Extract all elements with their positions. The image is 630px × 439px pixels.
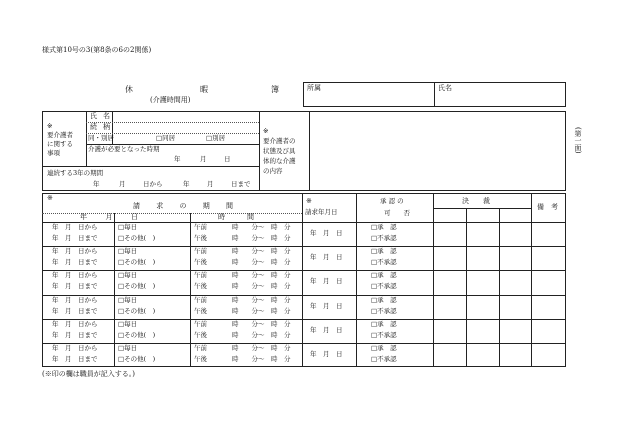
row-from-date: 年 月 日から <box>52 344 98 352</box>
page-marker: (第一面) <box>574 127 582 154</box>
need-day: 日 <box>224 155 231 163</box>
continuous-period-label: 連続する3年の期間 <box>47 169 104 177</box>
row-pm-label: 午後 <box>194 306 207 315</box>
department-label: 所属 <box>307 84 321 92</box>
cohabit-option-separate[interactable]: □別居 <box>206 134 226 142</box>
title-char-3: 簿 <box>271 85 279 94</box>
footnote: (※印の欄は職員が記入する。) <box>42 370 135 378</box>
period-from-suffix: 日から <box>143 180 163 188</box>
row-am-label: 午前 <box>194 295 207 304</box>
period-from-year: 年 <box>93 180 100 188</box>
row-from-date: 年 月 日から <box>52 247 98 256</box>
period-to-year: 年 <box>183 180 190 188</box>
row-request-date: 年 月 日 <box>310 301 343 310</box>
caregiving-section-label: ※ 要介護者 に関する 事項 <box>47 122 73 157</box>
row-reject-checkbox[interactable]: □不承認 <box>371 330 397 339</box>
row-approve-checkbox[interactable]: □承 認 <box>371 271 397 280</box>
row-to-date: 年 月 日まで <box>52 355 98 363</box>
row-other-checkbox[interactable]: □その他( ) <box>118 330 156 339</box>
row-daily-checkbox[interactable]: □毎日 <box>118 271 138 280</box>
row-pm-label: 午後 <box>194 355 207 363</box>
cohabit-label: 同・別居 <box>88 134 114 142</box>
approval-header-2: 可 否 <box>384 209 410 217</box>
row-request-date: 年 月 日 <box>310 277 343 286</box>
row-am-time: 時 分～ 時 分 <box>232 344 291 352</box>
row-pm-time: 時 分～ 時 分 <box>232 330 291 339</box>
row-from-date: 年 月 日から <box>52 319 98 328</box>
care-status-label: ※ 要介護者の 状態及び具 体的な介護 の内容 <box>263 127 296 175</box>
row-to-date: 年 月 日まで <box>52 234 98 242</box>
relation-label-1: 続 <box>90 123 97 131</box>
row-to-date: 年 月 日まで <box>52 330 98 339</box>
row-daily-checkbox[interactable]: □毎日 <box>118 319 138 328</box>
row-from-date: 年 月 日から <box>52 271 98 280</box>
row-approve-checkbox[interactable]: □承 認 <box>371 344 397 352</box>
row-pm-time: 時 分～ 時 分 <box>232 282 291 291</box>
row-daily-checkbox[interactable]: □毎日 <box>118 295 138 304</box>
row-am-label: 午前 <box>194 223 207 231</box>
row-am-label: 午前 <box>194 271 207 280</box>
row-to-date: 年 月 日まで <box>52 306 98 315</box>
period-to-suffix: 日まで <box>231 180 251 188</box>
ymd-header: 年 月 日 <box>80 213 138 221</box>
row-pm-time: 時 分～ 時 分 <box>232 355 291 363</box>
title-char-1: 休 <box>125 85 133 94</box>
row-pm-label: 午後 <box>194 234 207 242</box>
request-asterisk: ※ <box>47 194 53 202</box>
remarks-header: 備 考 <box>537 203 558 211</box>
row-to-date: 年 月 日まで <box>52 282 98 291</box>
row-from-date: 年 月 日から <box>52 295 98 304</box>
title-char-2: 暇 <box>200 85 208 94</box>
row-approve-checkbox[interactable]: □承 認 <box>371 295 397 304</box>
need-year: 年 <box>174 155 181 163</box>
request-date-asterisk: ※ <box>306 197 312 205</box>
row-am-time: 時 分～ 時 分 <box>232 271 291 280</box>
request-date-header: 請求年月日 <box>305 208 338 216</box>
relation-label-2: 柄 <box>103 123 110 131</box>
row-am-label: 午前 <box>194 247 207 256</box>
name-label: 氏名 <box>438 84 452 92</box>
row-pm-label: 午後 <box>194 258 207 267</box>
care-status-input[interactable] <box>312 114 562 188</box>
row-approve-checkbox[interactable]: □承 認 <box>371 319 397 328</box>
row-from-date: 年 月 日から <box>52 223 98 231</box>
need-period-label: 介護が必要となった時期 <box>88 145 160 153</box>
care-name-label-2: 名 <box>103 112 110 120</box>
row-approve-checkbox[interactable]: □承 認 <box>371 223 397 231</box>
name-input[interactable] <box>436 94 562 104</box>
form-number: 様式第10号の3(第8条の6の2関係) <box>42 46 152 54</box>
row-reject-checkbox[interactable]: □不承認 <box>371 355 397 363</box>
row-request-date: 年 月 日 <box>310 229 343 237</box>
row-reject-checkbox[interactable]: □不承認 <box>371 234 397 242</box>
row-am-label: 午前 <box>194 344 207 352</box>
row-pm-time: 時 分～ 時 分 <box>232 306 291 315</box>
row-am-time: 時 分～ 時 分 <box>232 223 291 231</box>
period-to-month: 月 <box>207 180 214 188</box>
time-header: 時 間 <box>218 213 254 221</box>
row-other-checkbox[interactable]: □その他( ) <box>118 355 156 363</box>
row-daily-checkbox[interactable]: □毎日 <box>118 344 138 352</box>
row-other-checkbox[interactable]: □その他( ) <box>118 306 156 315</box>
row-reject-checkbox[interactable]: □不承認 <box>371 258 397 267</box>
row-other-checkbox[interactable]: □その他( ) <box>118 282 156 291</box>
row-to-date: 年 月 日まで <box>52 258 98 267</box>
row-request-date: 年 月 日 <box>310 325 343 334</box>
department-input[interactable] <box>305 94 430 104</box>
row-am-time: 時 分～ 時 分 <box>232 319 291 328</box>
request-period-header: 請 求 の 期 間 <box>133 202 233 210</box>
approval-header-1: 承 認 の <box>380 197 404 205</box>
need-month: 月 <box>200 155 207 163</box>
row-other-checkbox[interactable]: □その他( ) <box>118 234 156 242</box>
decision-header: 決 裁 <box>462 197 490 205</box>
row-request-date: 年 月 日 <box>310 253 343 262</box>
period-from-month: 月 <box>119 180 126 188</box>
row-am-time: 時 分～ 時 分 <box>232 295 291 304</box>
row-pm-label: 午後 <box>194 330 207 339</box>
row-pm-time: 時 分～ 時 分 <box>232 258 291 267</box>
row-request-date: 年 月 日 <box>310 350 343 358</box>
row-reject-checkbox[interactable]: □不承認 <box>371 282 397 291</box>
form-subtitle: (介護時間用) <box>150 96 191 104</box>
row-reject-checkbox[interactable]: □不承認 <box>371 306 397 315</box>
row-approve-checkbox[interactable]: □承 認 <box>371 247 397 256</box>
cohabit-option-together[interactable]: □同居 <box>156 134 176 142</box>
row-daily-checkbox[interactable]: □毎日 <box>118 247 138 256</box>
row-pm-time: 時 分～ 時 分 <box>232 234 291 242</box>
row-pm-label: 午後 <box>194 282 207 291</box>
row-daily-checkbox[interactable]: □毎日 <box>118 223 138 231</box>
row-other-checkbox[interactable]: □その他( ) <box>118 258 156 267</box>
care-name-label-1: 氏 <box>90 112 97 120</box>
row-am-time: 時 分～ 時 分 <box>232 247 291 256</box>
row-am-label: 午前 <box>194 319 207 328</box>
